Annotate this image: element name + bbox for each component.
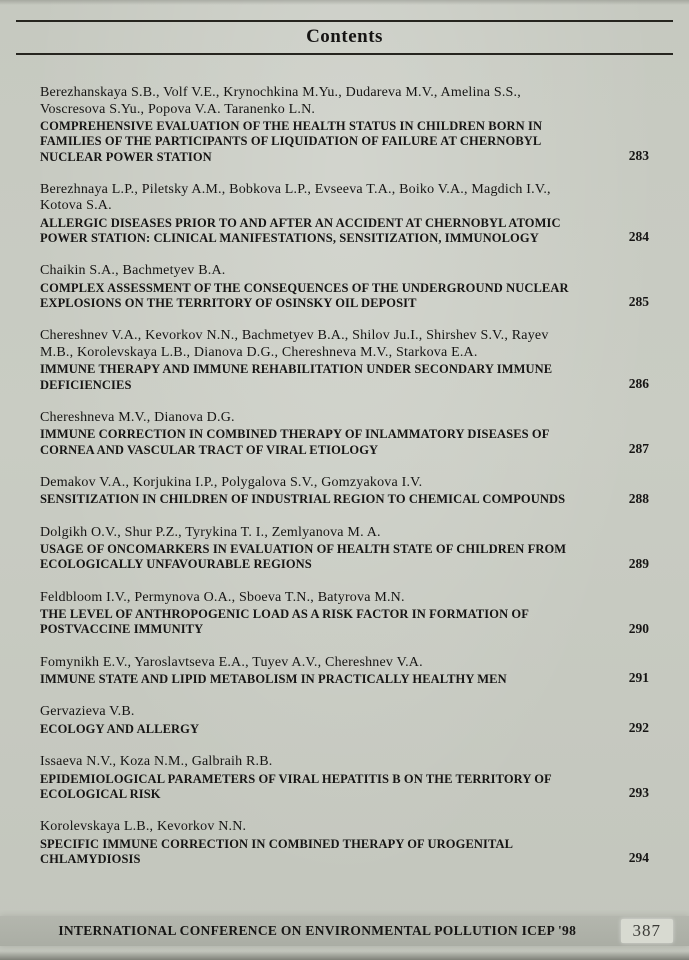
entry-authors: Fomynikh E.V., Yaroslavtseva E.A., Tuyev A.V., Chereshnev V.A. <box>40 654 423 670</box>
toc-entry <box>40 819 661 867</box>
toc-entry-text <box>40 85 592 165</box>
toc-entry-text <box>40 410 592 458</box>
footer-conference-title: INTERNATIONAL CONFERENCE ON ENVIRONMENTAL POLLUTION ICEP '98 <box>58 923 577 938</box>
footer-band <box>0 916 689 946</box>
toc-entry <box>40 475 661 508</box>
page-title: Contents <box>306 26 383 47</box>
toc-entry-row <box>40 263 661 311</box>
entry-title: EPIDEMIOLOGICAL PARAMETERS OF VIRAL HEPATITIS B ON THE TERRITORY OF ECOLOGICAL RISK <box>40 771 552 801</box>
entry-page-number: 288 <box>628 490 649 506</box>
entry-page-number: 286 <box>628 375 649 391</box>
entry-title: THE LEVEL OF ANTHROPOGENIC LOAD AS A RISK FACTOR IN FORMATION OF POSTVACCINE IMMUNITY <box>40 607 529 637</box>
entry-page-number: 294 <box>628 850 649 866</box>
toc-entry-row <box>40 410 661 458</box>
entry-page-number: 284 <box>628 229 649 245</box>
entry-authors: Demakov V.A., Korjukina I.P., Polygalova S.V., Gomzyakova I.V. <box>40 474 423 490</box>
toc-header <box>14 20 675 55</box>
toc-entry-row <box>40 182 661 247</box>
entry-authors: Berezhnaya L.P., Piletsky A.M., Bobkova L.P., Evseeva T.A., Boiko V.A., Magdich I.V., Kotova S.A. <box>40 181 551 214</box>
entry-authors: Berezhanskaya S.B., Volf V.E., Krynochkina M.Yu., Dudareva M.V., Amelina S.S., Voscresova S.Yu., Popova V.A. Taranenko L.N. <box>40 85 521 117</box>
toc-entry-text <box>40 475 592 508</box>
toc-entry <box>40 410 661 458</box>
entry-authors: Korolevskaya L.B., Kevorkov N.N. <box>40 819 247 835</box>
toc-entry <box>40 263 661 311</box>
entries-list <box>40 85 661 867</box>
entry-authors: Dolgikh O.V., Shur P.Z., Tyrykina T. I., Zemlyanova M. A. <box>40 524 381 540</box>
toc-entry-text <box>40 263 592 311</box>
entry-page-number: 285 <box>628 294 649 310</box>
toc-entry-row <box>40 525 661 573</box>
scan-edge-top <box>0 0 689 5</box>
entry-authors: Chereshneva M.V., Dianova D.G. <box>40 409 235 425</box>
toc-entry-text <box>40 590 592 638</box>
toc-entry <box>40 754 661 802</box>
toc-entry <box>40 525 661 573</box>
entry-title: ECOLOGY AND ALLERGY <box>40 721 200 736</box>
toc-entry <box>40 182 661 247</box>
toc-entry-text <box>40 754 592 802</box>
toc-entry-row <box>40 819 661 867</box>
entry-page-number: 283 <box>628 147 649 163</box>
toc-entry-row <box>40 475 661 508</box>
toc-entry-text <box>40 328 592 393</box>
footer-page-number: 387 <box>621 919 674 943</box>
entry-authors: Issaeva N.V., Koza N.M., Galbraih R.B. <box>40 754 273 770</box>
toc-entry-text <box>40 655 592 688</box>
toc-entry-row <box>40 590 661 638</box>
entry-authors: Feldbloom I.V., Permynova O.A., Sboeva T.N., Batyrova M.N. <box>40 589 405 605</box>
entry-page-number: 290 <box>628 620 649 636</box>
toc-entry-row <box>40 328 661 393</box>
header-rule-top <box>16 20 673 22</box>
toc-entry-row <box>40 754 661 802</box>
entry-title: IMMUNE STATE AND LIPID METABOLISM IN PRACTICALLY HEALTHY MEN <box>40 672 507 687</box>
header-rule-bottom <box>16 53 673 55</box>
entry-page-number: 293 <box>628 785 649 801</box>
entry-title: IMMUNE CORRECTION IN COMBINED THERAPY OF INLAMMATORY DISEASES OF CORNEA AND VASCULAR TRACT OF VIRAL ETIOLOGY <box>40 427 550 457</box>
entry-title: SPECIFIC IMMUNE CORRECTION IN COMBINED THERAPY OF UROGENITAL CHLAMYDIOSIS <box>40 836 513 866</box>
toc-entry-row <box>40 704 661 737</box>
toc-entry <box>40 655 661 688</box>
entry-title: COMPREHENSIVE EVALUATION OF THE HEALTH STATUS IN CHILDREN BORN IN FAMILIES OF THE PARTICIPANTS OF LIQUIDATION OF FAILURE AT CHERNOBYL NUCLEAR POWER STATION <box>40 119 543 164</box>
toc-entry-text <box>40 182 592 247</box>
entry-page-number: 289 <box>628 555 649 571</box>
entry-authors: Chereshnev V.A., Kevorkov N.N., Bachmetyev B.A., Shilov Ju.I., Shirshev S.V., Rayev M.B., Korolevskaya L.B., Dianova D.G., Chereshneva M.V., Starkova E.A. <box>40 328 549 360</box>
entry-page-number: 291 <box>628 670 649 686</box>
entry-title: IMMUNE THERAPY AND IMMUNE REHABILITATION UNDER SECONDARY IMMUNE DEFICIENCIES <box>40 362 553 392</box>
entry-title: ALLERGIC DISEASES PRIOR TO AND AFTER AN ACCIDENT AT CHERNOBYL ATOMIC POWER STATION: CLINICAL MANIFESTATIONS, SENSITIZATION, IMMUNOLOGY <box>40 215 561 246</box>
scan-edge-bottom <box>0 951 689 960</box>
entry-title: COMPLEX ASSESSMENT OF THE CONSEQUENCES OF THE UNDERGROUND NUCLEAR EXPLOSIONS ON THE TERRITORY OF OSINSKY OIL DEPOSIT <box>40 280 569 311</box>
entry-authors: Gervazieva V.B. <box>40 704 135 720</box>
toc-entry-text <box>40 704 592 737</box>
entry-page-number: 287 <box>628 440 649 456</box>
toc-entry-row <box>40 85 661 165</box>
toc-entry-text <box>40 819 592 867</box>
entry-page-number: 292 <box>628 720 649 736</box>
toc-entry <box>40 704 661 737</box>
toc-entry <box>40 590 661 638</box>
toc-entry <box>40 328 661 393</box>
entry-authors: Chaikin S.A., Bachmetyev B.A. <box>40 263 226 279</box>
toc-entry-row <box>40 655 661 688</box>
entry-title: SENSITIZATION IN CHILDREN OF INDUSTRIAL REGION TO CHEMICAL COMPOUNDS <box>40 492 566 507</box>
entry-title: USAGE OF ONCOMARKERS IN EVALUATION OF HEALTH STATE OF CHILDREN FROM ECOLOGICALLY UNFAVOURABLE REGIONS <box>40 542 567 572</box>
toc-entry <box>40 85 661 165</box>
toc-entry-text <box>40 525 592 573</box>
